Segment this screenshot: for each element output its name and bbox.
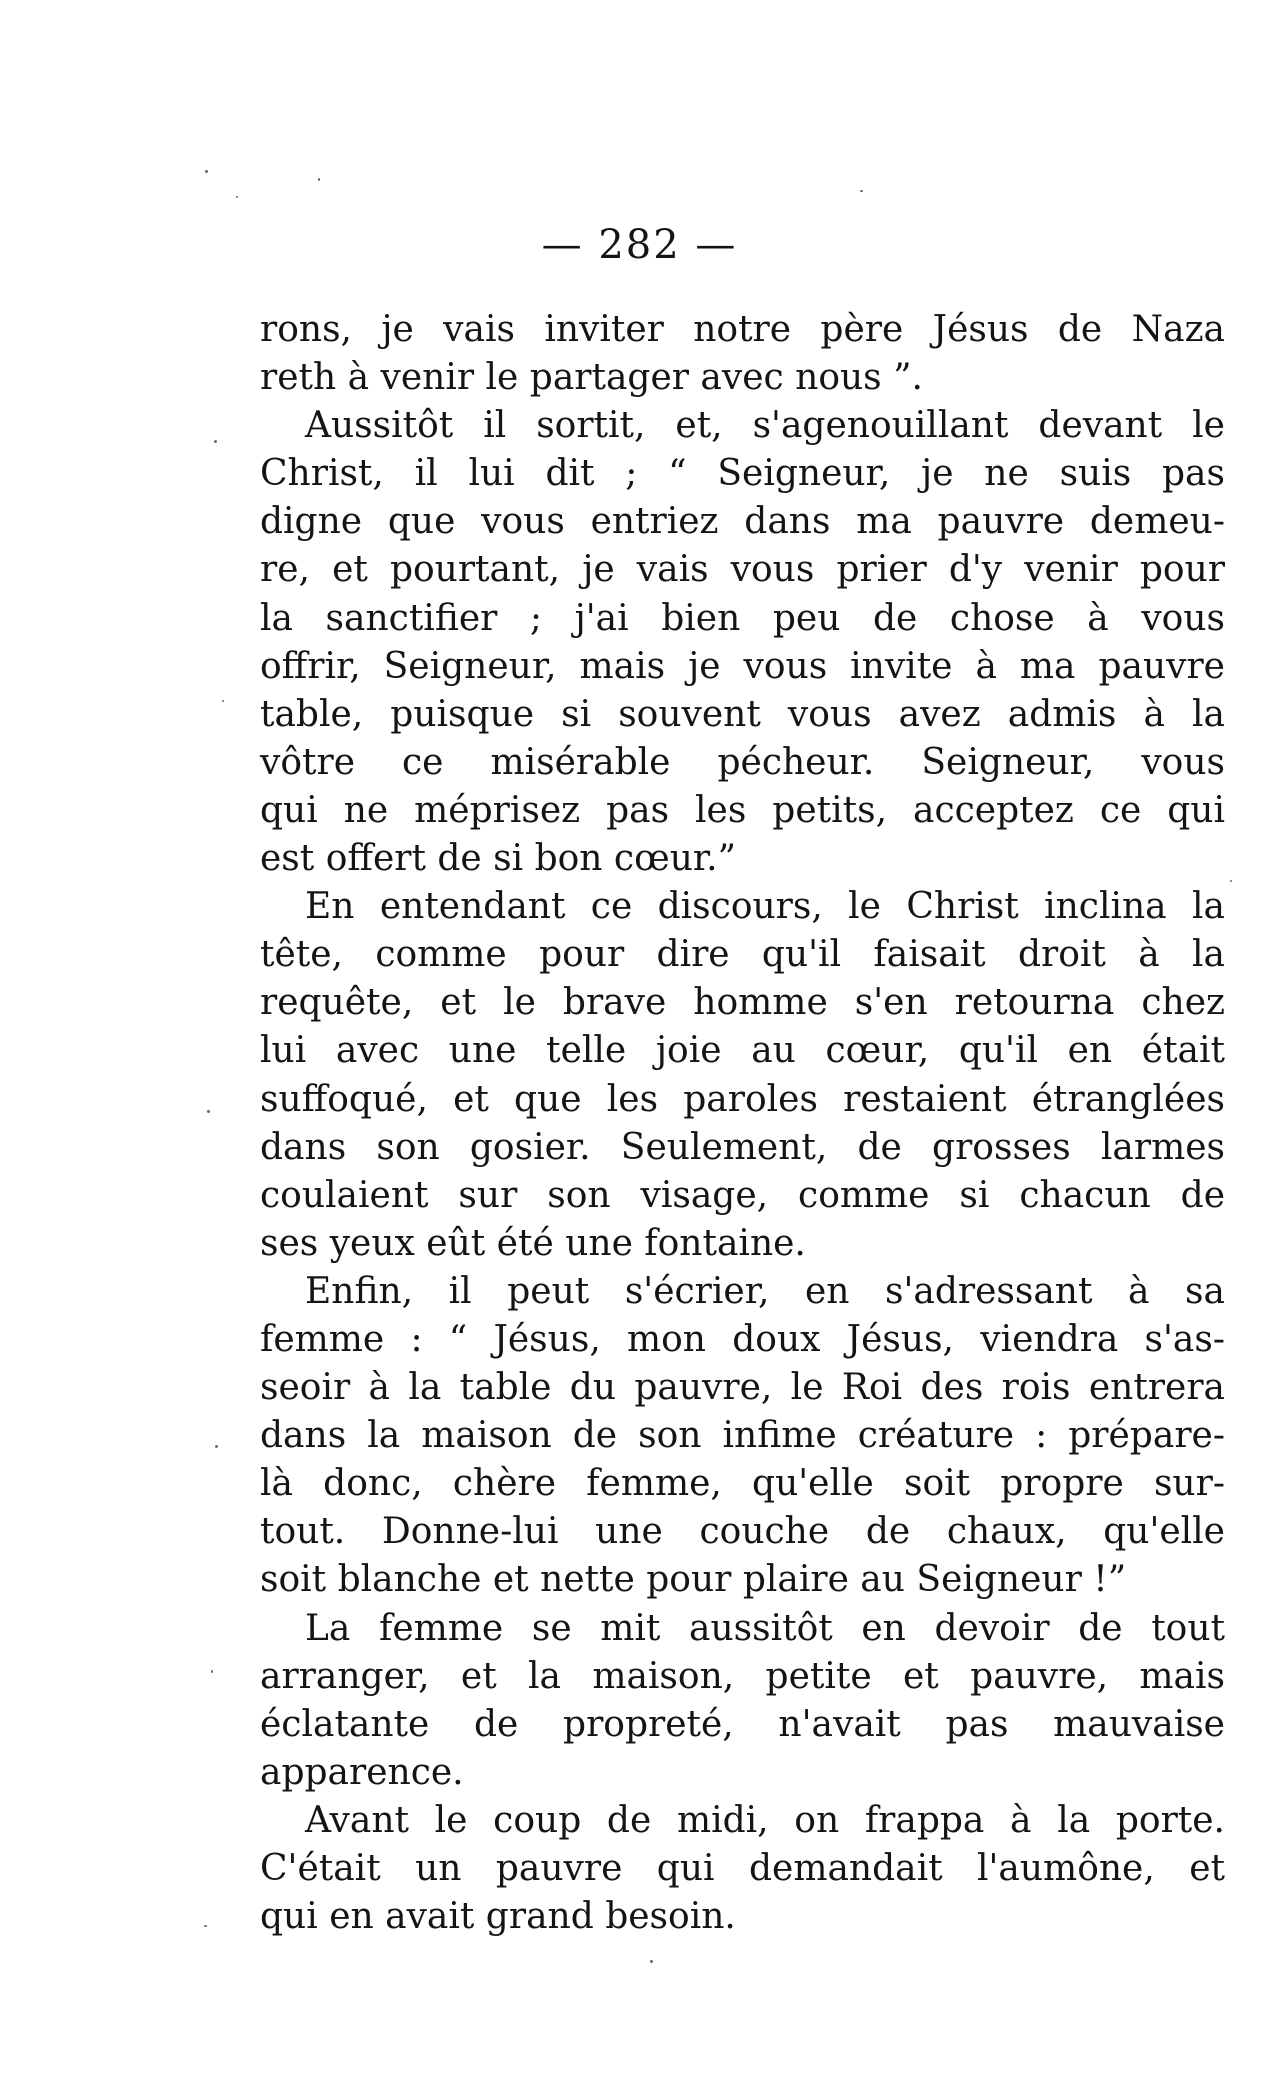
- text-line: qui en avait grand besoin.: [260, 1896, 736, 1938]
- scan-speck: [205, 170, 208, 173]
- paragraph-start-line: Aussitôt il sortit, et, s'agenouillant devant le: [305, 405, 1225, 447]
- scan-speck: [211, 1670, 213, 1673]
- page-number: — 282 —: [541, 222, 738, 268]
- scan-speck: [236, 196, 238, 198]
- paragraph-start-line: Avant le coup de midi, on frappa à la porte.: [305, 1799, 1225, 1841]
- paragraph-start-line: Enfin, il peut s'écrier, en s'adressant à sa: [305, 1270, 1225, 1312]
- text-line: suffoqué, et que les paroles restaient étranglées: [260, 1078, 1225, 1120]
- scan-speck: [207, 1110, 210, 1113]
- text-line: qui ne méprisez pas les petits, acceptez ce qui: [260, 789, 1225, 831]
- scan-speck: [222, 700, 224, 702]
- scan-speck: [214, 440, 217, 443]
- text-line: tête, comme pour dire qu'il faisait droit à la: [260, 934, 1225, 976]
- paragraph-start-line: La femme se mit aussitôt en devoir de tout: [305, 1607, 1225, 1649]
- text-line: requête, et le brave homme s'en retourna chez: [260, 982, 1225, 1024]
- text-line: est offert de si bon cœur.”: [260, 838, 736, 880]
- scan-speck: [860, 190, 863, 192]
- text-line: arranger, et la maison, petite et pauvre, mais: [260, 1655, 1225, 1697]
- body-text: [260, 306, 1225, 1941]
- scan-speck: [318, 178, 320, 181]
- text-line: Christ, il lui dit ; “ Seigneur, je ne suis pas: [260, 453, 1225, 495]
- text-line: la sanctifier ; j'ai bien peu de chose à vous: [260, 597, 1225, 639]
- scan-speck: [650, 1960, 653, 1963]
- paragraph-start-line: En entendant ce discours, le Christ inclina la: [305, 886, 1225, 928]
- text-line: ses yeux eût été une fontaine.: [260, 1222, 806, 1264]
- text-line: dans la maison de son infime créature : prépare-: [260, 1415, 1225, 1457]
- scan-speck: [204, 1925, 207, 1927]
- scan-speck: [1230, 880, 1232, 882]
- scan-speck: [215, 1445, 218, 1448]
- text-line: femme : “ Jésus, mon doux Jésus, viendra s'as-: [260, 1318, 1225, 1360]
- text-line: éclatante de propreté, n'avait pas mauvaise: [260, 1703, 1225, 1745]
- text-line: re, et pourtant, je vais vous prier d'y venir pour: [260, 549, 1225, 591]
- text-line: apparence.: [260, 1751, 464, 1793]
- text-line: reth à venir le partager avec nous ”.: [260, 357, 923, 399]
- text-line: tout. Donne-lui une couche de chaux, qu'elle: [260, 1511, 1225, 1553]
- text-line: soit blanche et nette pour plaire au Seigneur !”: [260, 1559, 1127, 1601]
- text-line: table, puisque si souvent vous avez admis à la: [260, 693, 1225, 735]
- text-line: vôtre ce misérable pécheur. Seigneur, vous: [260, 741, 1225, 783]
- text-line: rons, je vais inviter notre père Jésus de Naza: [260, 309, 1225, 350]
- text-line: C'était un pauvre qui demandait l'aumône, et: [260, 1848, 1225, 1889]
- text-line: lui avec une telle joie au cœur, qu'il en était: [260, 1030, 1225, 1072]
- text-line: seoir à la table du pauvre, le Roi des rois entrera: [260, 1367, 1225, 1409]
- text-line: là donc, chère femme, qu'elle soit propre sur-: [260, 1463, 1225, 1505]
- text-line: digne que vous entriez dans ma pauvre demeu-: [260, 501, 1225, 543]
- text-line: offrir, Seigneur, mais je vous invite à ma pauvre: [260, 645, 1225, 687]
- text-line: dans son gosier. Seulement, de grosses larmes: [260, 1126, 1225, 1168]
- text-line: coulaient sur son visage, comme si chacun de: [260, 1174, 1225, 1216]
